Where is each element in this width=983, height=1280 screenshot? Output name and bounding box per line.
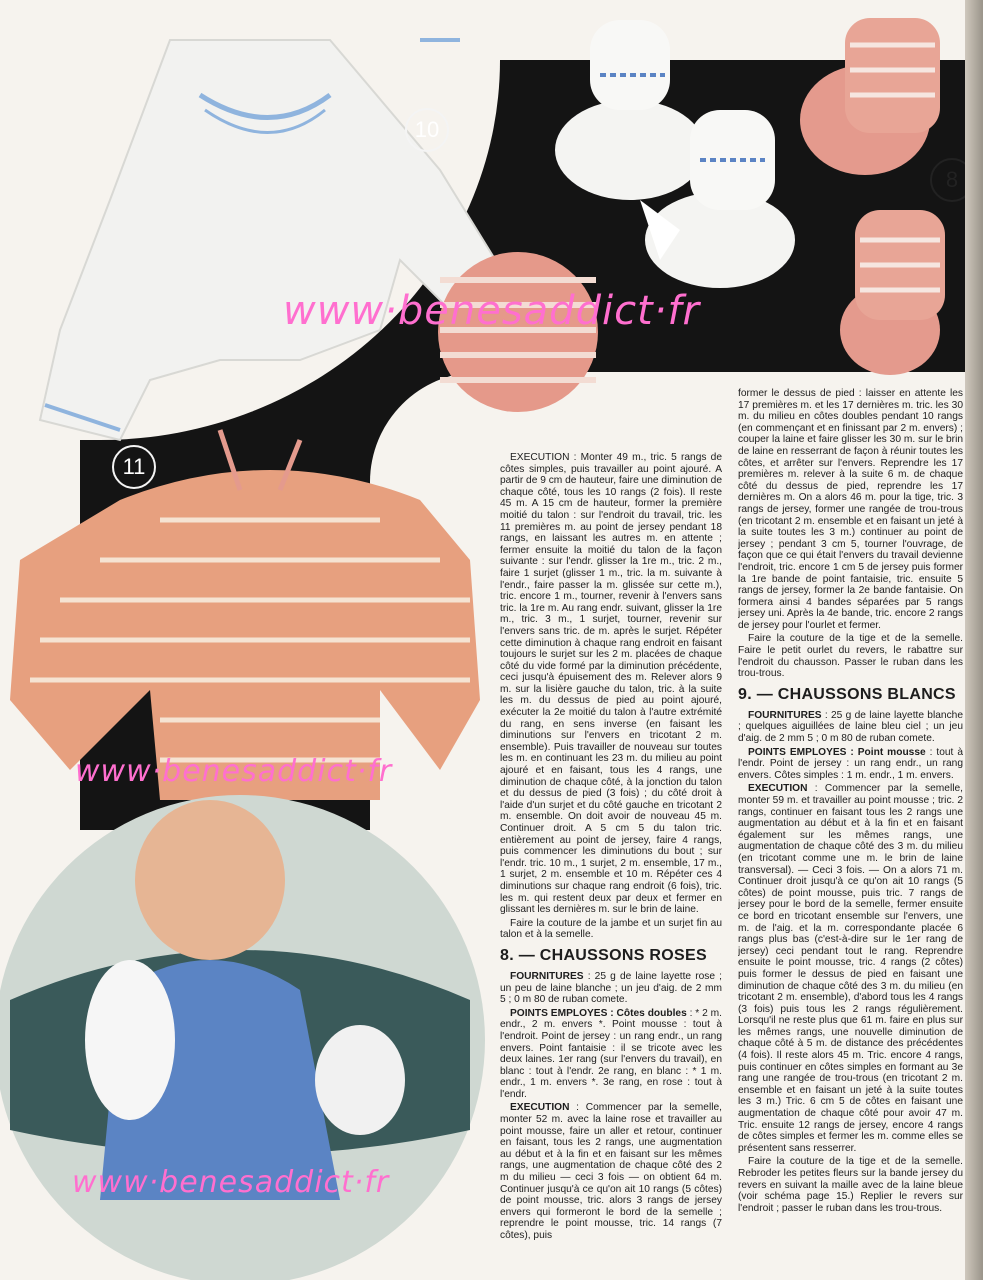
execution-9: EXECUTION : Commencer par la semelle, monter 59 m. et travailler au point mousse ; tric. 2 rangs, continuer en faisant tous les 2 rangs une augmentation au début et à la fin et en faisant également sur les mêmes rangs, une augmentation de chaque côté des 3 m. du milieu (en tricotant comme une m. le brin de laine transversal). — Ceci 3 fois. — On a alors 71 m. Continuer droit jusqu'à ce qu'on ait 10 rangs (5 côtes) de point mousse, puis tric. 7 rangs de jersey pour le bord de la semelle, fermer ensuite ce bord en tricotant ensemble sur l'envers, une m. de l'aig. et la m. correspondante placée 6 rangs plus bas (c'est-à-dire sur le 1er rang de jersey) ceci pendant tout le rang. Reprendre ensuite le point mousse, tric. 4 rangs (2 côtes) puis former le dessus de pied en faisant une diminution de chaque côté des 3 m. du milieu (en tricotant 2 m. ensemble), d'abord tous les 4 rangs (3 fois) puis tous les 2 rangs régulièrement. Lorsqu'il ne reste plus que 61 m. faire en plus sur les mêmes rangs, une nouvelle diminution de chaque côté à 5 m. de distance des précédentes (4 fois). Il reste alors 45 m. Tric. encore 4 rangs, puis continuer en côtes simples en formant au 3e rang une rangée de trou-trous (en tricotant 2 m. ensemble et en faisant un jeté à la suite toutes les 3 m.) Tric. 6 cm 5 de côtes en faisant une augmentation de chaque côté pour avoir 47 m. Tric. ensuite 12 rangs de jersey, encore 4 rangs de côtes simples et fermer les m. comme elles se présentent sans resserrer. [738,783,963,1154]
execution-8: EXECUTION : Commencer par la semelle, monter 52 m. avec la laine rose et travailler au point mousse, faire un aller et retour, continuer en faisant, tous les 2 rangs, une augmentation au début et à la fin et en faisant sur les mêmes rangs, une augmentation de chaque côté des 2 m du milieu — ceci 3 fois — on obtient 64 m. Continuer jusqu'à ce qu'on ait 10 rangs (5 côtes) de point mousse, tric. alors 3 rangs de jersey envers qui formeront le bord de la semelle ; reprendre le point mousse, tric. 14 rangs (7 côtes), puis [500,1102,722,1241]
instructions-column-left [500,452,722,1272]
execution-paragraph-1: EXECUTION : Monter 49 m., tric. 5 rangs de côtes simples, puis travailler au point ajouré. A partir de 9 cm de hauteur, faire une diminution de chaque côté, tous les 10 rangs (2 fois). Il reste 45 m. A 15 cm de hauteur, former la première moitié du talon : sur l'endroit du travail, tric. les 11 premières m. au point de jersey pendant 18 rangs, en laissant les autres m. en attente ; fermer ensuite la moitié du talon de la façon suivante : sur l'endr. glisser la 1re m., tric. 2 m., faire 1 surjet (glisser 1 m., tric. la m. suivante à l'endr., faire passer la m. glissée sur cette m.), tric. encore 1 m., tourner, revenir à l'envers sans tric. la 1re m. Au rang endr. suivant, glisser la 1re m., tric. 3 m., 1 surjet, tourner, revenir sur l'envers sans tric. de m. après le surjet. Répéter cette diminution à chaque rang endroit en faisant toujours le surjet sur les 2 m. placées de chaque côté du vide formé par la diminution précédente, ceci jusqu'à épuisement des m. Relever alors 9 m. sur la lisière gauche du talon, tric. à la suite les m. du dessus de pied au point ajouré, exécuter la 2e moitié du talon à l'autre extrémité du rang, en sens inverse (en faisant les diminutions sur l'envers en tricotant 2 m. ensemble). Puis travailler de nouveau sur toutes les m. en continuant les 23 m. du milieu au point ajouré et en faisant, tous les 4 rangs, une diminution de chaque côté, à la jonction du talon et du dessus de pied (3 fois) ; du côté droit à l'aide d'un surjet et du côté gauche en tricotant 2 m. ensemble. On doit avoir de nouveau 45 m. Continuer droit. A 5 cm 5 du talon tric. entièrement au point de jersey, faire 4 rangs, puis commencer les diminutions du bout ; sur l'endr. tric. 10 m., 1 surjet, 2 m. ensemble, 17 m., 1 surjet, 2 m. ensemble et 10 m. Répéter ces 4 diminutions sur chaque rang endroit (6 fois), tric. les m. qui restent deux par deux et fermer en glissant les dernières m. sur le brin de laine. [500,452,722,916]
execution-paragraph-2: Faire la couture de la jambe et un surjet fin au talon et à la semelle. [500,917,722,941]
instructions-column-right [738,388,963,1268]
fournitures-9: FOURNITURES : 25 g de laine layette blanche ; quelques aiguillées de laine bleu ciel ; un jeu d'aig. de 2 mm 5 ; 0 m 80 de ruban comete. [738,709,963,745]
label-10-badge: 10 [405,108,449,152]
points-employes-9: POINTS EMPLOYES : Point mousse : tout à l'endr. Point de jersey : un rang endr., un rang envers. Côtes simples : 1 m. endr., 1 m. envers. [738,746,963,781]
couture-paragraph-9: Faire la couture de la tige et de la semelle. Rebroder les petites fleurs sur la bande jersey du revers en suivant la maille avec de la laine bleue (voir schéma page 15.) Replier le revers sur l'endroit ; passer le ruban dans les trou-trous. [738,1156,963,1214]
pink-booties-photo [800,18,945,375]
fournitures-8: FOURNITURES : 25 g de laine layette rose ; un peu de laine blanche ; un jeu d'aig. de 2 mm 5 ; 0 m 80 de ruban comete. [500,970,722,1006]
watermark-bottom: www·benesaddict·fr [72,1165,390,1200]
baby-photo [0,795,485,1280]
label-8-badge: 8 [930,158,974,202]
page-fold-edge [965,0,983,1280]
dessus-de-pied-paragraph: former le dessus de pied : laisser en attente les 17 premières m. et les 17 dernières m. tric. les 30 m. du milieu en côtes doubles pendant 10 rangs (en commençant et en finissant par 2 m. envers) ; couper la laine et faire glisser les 30 m. sur le brin de laine en resserrant de façon à réunir toutes les côtes, et arrêter sur l'envers. Reprendre les 17 premières m. relever à la suite 6 m. de chaque côté du dessus de pied, reprendre les 17 dernières m. On a alors 46 m. pour la tige, tric. 3 rangs de jersey, former une rangée de trou-trous (en tricotant 2 m. ensemble et en faisant un jeté à la suite toutes les 3 m.) continuer au point de jersey ; pendant 3 cm 5, tourner l'ouvrage, de façon que ce qui était l'envers du travail devienne l'endroit, tric. encore 1 cm 5 de jersey puis former la 1re bande de point fantaisie, tric. ensuite 5 rangs de jersey, former la 2e bande fantaisie. On formera ainsi 4 bandes séparées par 5 rangs jersey uni. Après la 4e bande, tric. encore 2 rangs de jersey pour l'ourlet et fermer. [738,388,963,631]
couture-paragraph-8: Faire la couture de la tige et de la semelle. Faire le petit ourlet du revers, le rabattre sur l'endroit du chausson. Passer le ruban dans les trou-trous. [738,633,963,680]
pink-sweater-photo [10,430,480,800]
watermark-middle: www·benesaddict·fr [75,754,393,789]
section-title-chaussons-blancs: 9. — CHAUSSONS BLANCS [738,685,956,703]
watermark-top: www·benesaddict·fr [283,288,700,334]
white-booties-photo [555,20,795,288]
points-employes-8: POINTS EMPLOYES : Côtes doubles : * 2 m. endr., 2 m. envers *. Point mousse : tout à l'endroit. Point de jersey : un rang endr., un rang envers. Point fantaisie : il se tricote avec les deux laines. 1er rang (sur l'envers du travail), en blanc : tout à l'endr. 2e rang, en blanc : * 1 m. endr., 1 m. envers *. 3e rang, en rose : tout à l'endr. [500,1007,722,1100]
label-11-badge: 11 [112,445,156,489]
section-title-chaussons-roses: 8. — CHAUSSONS ROSES [500,946,707,964]
